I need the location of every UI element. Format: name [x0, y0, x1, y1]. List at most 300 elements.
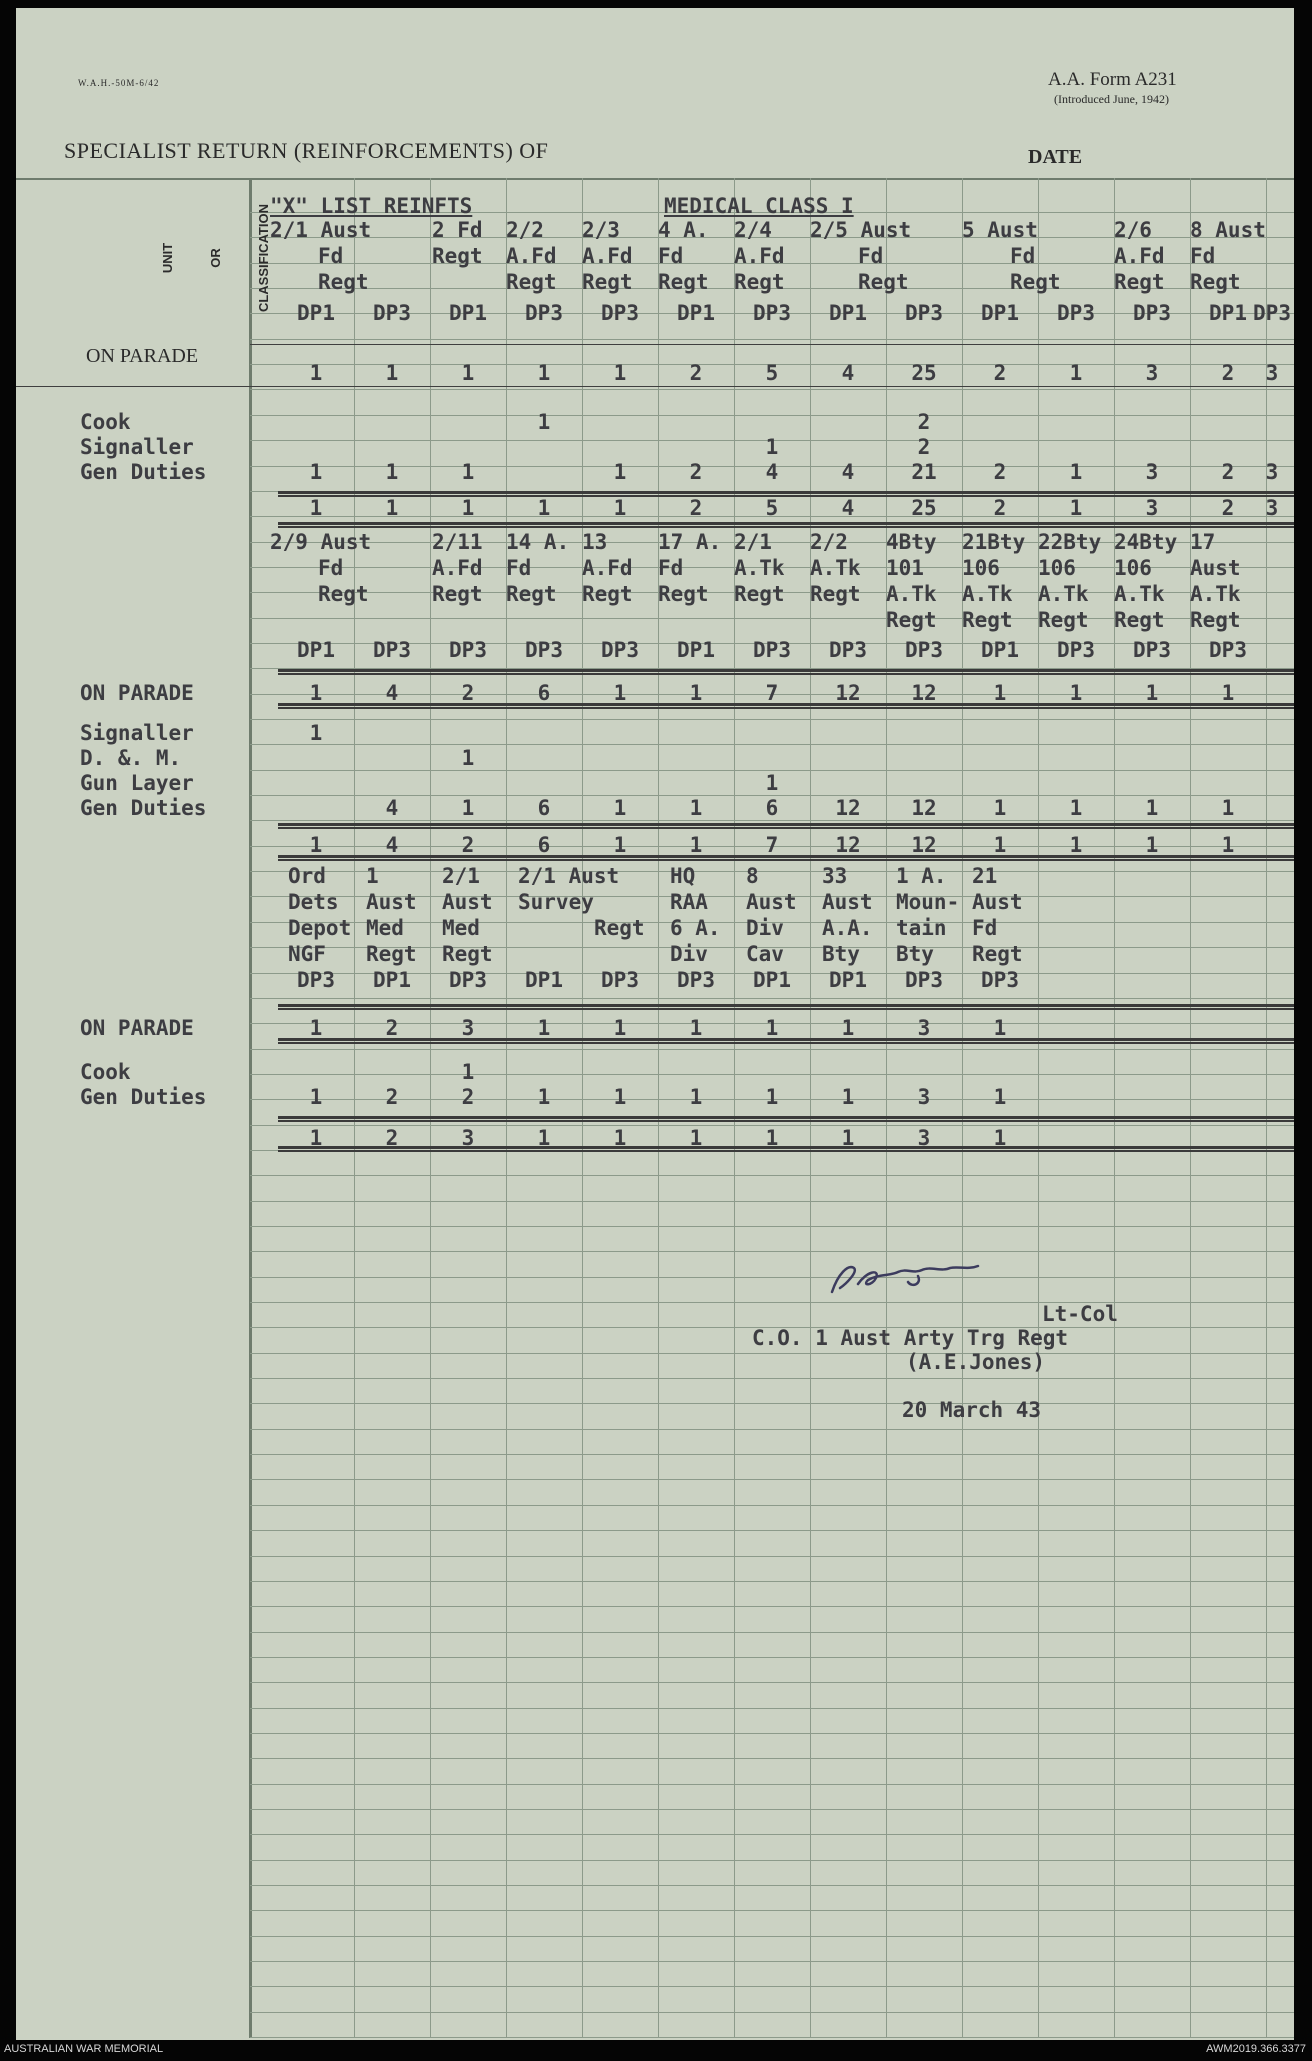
entry-signaller: 1 — [309, 721, 323, 745]
unit-heading: 106 — [962, 556, 1000, 580]
unit-heading: 22Bty — [1038, 530, 1102, 554]
unit-heading: Fd — [318, 244, 344, 268]
unit-heading: Med — [442, 916, 480, 940]
classification-label: Cook — [80, 410, 131, 434]
entry-gen-duties: 3 — [1265, 460, 1279, 484]
entry-total: 2 — [461, 833, 475, 857]
entry-on-parade: 1 — [841, 1016, 855, 1040]
unit-heading: 33 — [822, 864, 848, 888]
signatory-rank: Lt-Col — [1042, 1302, 1118, 1326]
unit-heading: Regt — [1114, 608, 1165, 632]
unit-heading: 2/11 — [432, 530, 483, 554]
grid-row-line — [250, 1606, 1294, 1607]
unit-heading: 2 Fd — [432, 218, 483, 242]
grid-row-line — [250, 1251, 1294, 1252]
grid-column-line — [1114, 178, 1115, 2038]
single-rule — [16, 386, 1294, 387]
entry-cook: 2 — [917, 410, 931, 434]
entry-dp: DP3 — [1209, 638, 1247, 662]
entry-dp: DP1 — [677, 301, 715, 325]
entry-dp: DP3 — [1133, 638, 1171, 662]
grid-row-line — [250, 1632, 1294, 1633]
entry-total: 2 — [993, 496, 1007, 520]
double-rule — [278, 522, 1294, 528]
entry-gen-duties: 12 — [911, 796, 937, 820]
entry-dp: DP3 — [1133, 301, 1171, 325]
double-rule — [278, 669, 1294, 675]
entry-gen-duties: 1 — [1221, 796, 1235, 820]
unit-heading: A.Tk — [1190, 582, 1241, 606]
x-list-heading: "X" LIST REINFTS — [270, 194, 473, 218]
grid-row-line — [250, 1530, 1294, 1531]
entry-total: 1 — [309, 833, 323, 857]
grid-row-line — [250, 1074, 1294, 1075]
entry-total: 1 — [765, 1126, 779, 1150]
entry-gen-duties: 1 — [385, 460, 399, 484]
entry-dp: DP3 — [905, 968, 943, 992]
entry-gen-duties: 6 — [765, 796, 779, 820]
or-label: OR — [208, 248, 223, 268]
entry-gen-duties: 2 — [689, 460, 703, 484]
unit-heading: 101 — [886, 556, 924, 580]
entry-total: 5 — [765, 496, 779, 520]
entry-on-parade: 4 — [385, 681, 399, 705]
unit-heading: Med — [366, 916, 404, 940]
double-rule — [278, 1004, 1294, 1010]
grid-row-line — [250, 1175, 1294, 1176]
unit-heading: Regt — [1114, 270, 1165, 294]
entry-dp: DP3 — [905, 301, 943, 325]
grid-row-line — [250, 871, 1294, 872]
entry-dp: DP3 — [601, 638, 639, 662]
entry-gen-duties: 4 — [765, 460, 779, 484]
entry-on-parade: 1 — [385, 361, 399, 385]
entry-on-parade: 1 — [765, 1016, 779, 1040]
grid-row-line — [250, 2012, 1294, 2013]
entry-dp: DP1 — [829, 301, 867, 325]
unit-heading: Aust — [442, 890, 493, 914]
classification-label: CLASSIFICATION — [256, 203, 271, 313]
unit-classification-label — [160, 193, 271, 323]
entry-on-parade: 2 — [385, 1016, 399, 1040]
entry-dm: 1 — [461, 746, 475, 770]
entry-total: 1 — [993, 1126, 1007, 1150]
unit-heading: Regt — [442, 942, 493, 966]
classification-label: Signaller — [80, 721, 194, 745]
unit-heading: Moun- — [896, 890, 960, 914]
grid-column-line — [810, 178, 811, 2038]
entry-on-parade: 1 — [1069, 681, 1083, 705]
entry-gun-layer: 1 — [765, 771, 779, 795]
entry-on-parade: 2 — [689, 361, 703, 385]
entry-on-parade: 1 — [993, 681, 1007, 705]
entry-on-parade: 3 — [1145, 361, 1159, 385]
entry-total: 3 — [917, 1126, 931, 1150]
entry-gen-duties: 4 — [841, 460, 855, 484]
signatory-title: C.O. 1 Aust Arty Trg Regt — [752, 1326, 1069, 1350]
grid-row-line — [250, 1302, 1294, 1303]
grid-column-line — [734, 178, 735, 2038]
entry-gen-duties: 12 — [835, 796, 861, 820]
unit-heading: 2/1 Aust — [270, 218, 372, 242]
grid-column-line — [1266, 178, 1267, 2038]
classification-label: Gen Duties — [80, 796, 207, 820]
unit-heading: Dets — [288, 890, 339, 914]
unit-heading: 8 Aust — [1190, 218, 1266, 242]
entry-on-parade: 1 — [461, 361, 475, 385]
unit-heading: Fd — [318, 556, 344, 580]
entry-on-parade: 1 — [689, 681, 703, 705]
unit-heading: 2/5 Aust — [810, 218, 912, 242]
entry-total: 3 — [1145, 496, 1159, 520]
grid-column-line — [430, 178, 431, 2038]
entry-gen-duties: 2 — [1221, 460, 1235, 484]
archive-reference: AWM2019.366.3377 — [1206, 2043, 1306, 2055]
unit-heading: 106 — [1038, 556, 1076, 580]
entry-total: 1 — [613, 496, 627, 520]
entry-gen-duties: 3 — [1145, 460, 1159, 484]
entry-dp: DP3 — [449, 968, 487, 992]
entry-dp: DP1 — [1209, 301, 1247, 325]
entry-gen-duties: 1 — [461, 460, 475, 484]
unit-heading: 1 — [366, 864, 379, 888]
grid-row-line — [250, 1226, 1294, 1227]
entry-dp: DP3 — [373, 301, 411, 325]
entry-gen-duties: 1 — [613, 1085, 627, 1109]
grid-column-line — [658, 178, 659, 2038]
entry-dp: DP3 — [677, 968, 715, 992]
entry-dp: DP3 — [601, 301, 639, 325]
date-label: DATE — [1028, 146, 1083, 168]
classification-label: Cook — [80, 1060, 131, 1084]
entry-dp: DP3 — [373, 638, 411, 662]
entry-dp: DP3 — [981, 968, 1019, 992]
unit-heading: A.Fd — [432, 556, 483, 580]
on-parade-label-2: ON PARADE — [80, 681, 194, 705]
unit-heading: A.Tk — [734, 556, 785, 580]
grid-row-line — [250, 744, 1294, 745]
unit-heading: A.Fd — [734, 244, 785, 268]
entry-total: 1 — [537, 1126, 551, 1150]
entry-dp: DP1 — [677, 638, 715, 662]
unit-heading: Regt — [1038, 608, 1089, 632]
unit-heading: 6 A. — [670, 916, 721, 940]
entry-on-parade: 2 — [1221, 361, 1235, 385]
grid-row-line — [250, 1834, 1294, 1835]
printer-code: W.A.H.-50M-6/42 — [78, 78, 160, 88]
unit-heading: 2/4 — [734, 218, 772, 242]
grid-row-line — [250, 1277, 1294, 1278]
entry-total: 3 — [1265, 496, 1279, 520]
classification-label: Signaller — [80, 435, 194, 459]
entry-dp: DP1 — [449, 301, 487, 325]
entry-total: 12 — [911, 833, 937, 857]
header-rule — [16, 178, 1294, 180]
entry-dp: DP3 — [297, 968, 335, 992]
unit-heading: Fd — [658, 556, 684, 580]
unit-heading: Regt — [318, 582, 369, 606]
unit-heading: Regt — [366, 942, 417, 966]
entry-total: 2 — [385, 1126, 399, 1150]
entry-on-parade: 2 — [993, 361, 1007, 385]
unit-heading: RAA — [670, 890, 708, 914]
entry-on-parade: 1 — [537, 361, 551, 385]
entry-gen-duties: 1 — [537, 1085, 551, 1109]
entry-total: 1 — [537, 496, 551, 520]
unit-heading: Regt — [432, 582, 483, 606]
unit-heading: Survey — [518, 890, 594, 914]
unit-heading: HQ — [670, 864, 696, 888]
entry-total: 3 — [461, 1126, 475, 1150]
entry-gen-duties: 21 — [911, 460, 937, 484]
entry-total: 1 — [309, 1126, 323, 1150]
unit-heading: A.Tk — [1038, 582, 1089, 606]
unit-heading: 5 Aust — [962, 218, 1038, 242]
grid-row-line — [250, 339, 1294, 340]
unit-heading: 2/3 — [582, 218, 620, 242]
entry-gen-duties: 1 — [993, 1085, 1007, 1109]
unit-heading: 21 — [972, 864, 998, 888]
grid-row-line — [250, 1479, 1294, 1480]
medical-class-heading: MEDICAL CLASS I — [664, 194, 854, 218]
unit-heading: Regt — [318, 270, 369, 294]
entry-on-parade: 12 — [911, 681, 937, 705]
grid-row-line — [250, 1860, 1294, 1861]
entry-on-parade: 1 — [1221, 681, 1235, 705]
grid-row-line — [250, 1049, 1294, 1050]
entry-signaller: 1 — [765, 435, 779, 459]
entry-gen-duties: 1 — [309, 460, 323, 484]
unit-heading: Ord — [288, 864, 326, 888]
entry-total: 1 — [1069, 496, 1083, 520]
entry-dp: DP1 — [753, 968, 791, 992]
unit-heading: 106 — [1114, 556, 1152, 580]
unit-heading: Fd — [858, 244, 884, 268]
unit-heading: 4Bty — [886, 530, 937, 554]
unit-heading: Regt — [734, 582, 785, 606]
entry-total: 1 — [613, 1126, 627, 1150]
entry-on-parade: 1 — [1145, 681, 1159, 705]
entry-dp: DP1 — [829, 968, 867, 992]
entry-gen-duties: 1 — [841, 1085, 855, 1109]
unit-heading: 2/6 — [1114, 218, 1152, 242]
entry-on-parade: 25 — [911, 361, 937, 385]
unit-heading: A.Fd — [582, 244, 633, 268]
grid-row-line — [250, 1758, 1294, 1759]
grid-row-line — [250, 1936, 1294, 1937]
unit-heading: Regt — [972, 942, 1023, 966]
grid-column-line — [506, 178, 507, 2038]
unit-label: UNIT — [160, 242, 175, 274]
entry-gen-duties: 1 — [613, 796, 627, 820]
signatory-name: (A.E.Jones) — [906, 1350, 1046, 1374]
classification-label: Gun Layer — [80, 771, 194, 795]
unit-heading: Fd — [1010, 244, 1036, 268]
entry-on-parade: 1 — [309, 361, 323, 385]
entry-total: 2 — [1221, 496, 1235, 520]
unit-heading: A.Tk — [962, 582, 1013, 606]
entry-dp: DP3 — [449, 638, 487, 662]
unit-heading: Regt — [658, 270, 709, 294]
entry-on-parade: 1 — [613, 361, 627, 385]
entry-on-parade: 3 — [917, 1016, 931, 1040]
unit-heading: 2/1 — [734, 530, 772, 554]
unit-heading: Regt — [582, 270, 633, 294]
grid-row-line — [250, 1201, 1294, 1202]
grid-row-line — [250, 1986, 1294, 1987]
entry-gen-duties: 4 — [385, 796, 399, 820]
classification-label: Gen Duties — [80, 460, 207, 484]
single-rule — [250, 344, 1294, 345]
entry-on-parade: 6 — [537, 681, 551, 705]
entry-dp: DP3 — [601, 968, 639, 992]
entry-total: 1 — [461, 496, 475, 520]
entry-on-parade: 1 — [309, 681, 323, 705]
unit-heading: 2/1 — [442, 864, 480, 888]
unit-heading: A.Tk — [810, 556, 861, 580]
unit-heading: Regt — [962, 608, 1013, 632]
unit-heading: Regt — [810, 582, 861, 606]
unit-heading: Regt — [1190, 270, 1241, 294]
entry-dp: DP1 — [373, 968, 411, 992]
entry-gen-duties: 6 — [537, 796, 551, 820]
entry-on-parade: 1 — [613, 681, 627, 705]
form-introduced: (Introduced June, 1942) — [1054, 92, 1169, 106]
entry-dp: DP3 — [1057, 638, 1095, 662]
unit-heading: Fd — [972, 916, 998, 940]
entry-dp: DP1 — [981, 301, 1019, 325]
unit-heading: Aust — [1190, 556, 1241, 580]
grid-column-line — [1038, 178, 1039, 2038]
unit-heading: 2/2 — [810, 530, 848, 554]
unit-heading: NGF — [288, 942, 326, 966]
entry-total: 12 — [835, 833, 861, 857]
entry-on-parade: 2 — [461, 681, 475, 705]
unit-heading: tain — [896, 916, 947, 940]
unit-heading: 2/9 Aust — [270, 530, 372, 554]
entry-dp: DP3 — [525, 638, 563, 662]
grid-row-line — [250, 1505, 1294, 1506]
unit-heading: Fd — [1190, 244, 1216, 268]
unit-heading: 2/1 Aust — [518, 864, 620, 888]
entry-on-parade: 1 — [309, 1016, 323, 1040]
grid-column-line — [354, 178, 355, 2038]
entry-gen-duties: 1 — [613, 460, 627, 484]
grid-row-line — [250, 1378, 1294, 1379]
entry-signaller: 2 — [917, 435, 931, 459]
classification-label: Gen Duties — [80, 1085, 207, 1109]
entry-on-parade: 1 — [537, 1016, 551, 1040]
signature-date: 20 March 43 — [902, 1398, 1042, 1422]
unit-heading: Bty — [822, 942, 860, 966]
unit-heading: Fd — [506, 556, 532, 580]
grid-row-line — [250, 719, 1294, 720]
grid-row-line — [250, 1454, 1294, 1455]
entry-total: 6 — [537, 833, 551, 857]
grid-row-line — [250, 998, 1294, 999]
on-parade-label-3: ON PARADE — [80, 1016, 194, 1040]
entry-on-parade: 3 — [461, 1016, 475, 1040]
unit-heading: A.Fd — [506, 244, 557, 268]
entry-total: 2 — [689, 496, 703, 520]
unit-heading: 13 — [582, 530, 608, 554]
unit-heading: Regt — [1010, 270, 1061, 294]
unit-heading: 21Bty — [962, 530, 1026, 554]
entry-dp: DP3 — [1057, 301, 1095, 325]
entry-on-parade: 3 — [1265, 361, 1279, 385]
grid-row-line — [250, 1353, 1294, 1354]
grid-row-line — [250, 1556, 1294, 1557]
entry-on-parade: 1 — [689, 1016, 703, 1040]
unit-heading: Aust — [746, 890, 797, 914]
entry-on-parade: 4 — [841, 361, 855, 385]
entry-dp: DP3 — [905, 638, 943, 662]
entry-dp: DP1 — [297, 638, 335, 662]
entry-gen-duties: 1 — [1069, 460, 1083, 484]
grid-row-line — [250, 1910, 1294, 1911]
entry-gen-duties: 1 — [993, 796, 1007, 820]
classification-label: D. &. M. — [80, 746, 182, 770]
entry-gen-duties: 1 — [689, 796, 703, 820]
entry-dp: DP3 — [753, 638, 791, 662]
grid-row-line — [250, 1733, 1294, 1734]
unit-heading: Regt — [506, 270, 557, 294]
entry-gen-duties: 1 — [309, 1085, 323, 1109]
unit-heading: Regt — [594, 916, 645, 940]
unit-heading: 4 A. — [658, 218, 709, 242]
entry-dp: DP3 — [829, 638, 867, 662]
unit-heading: 1 A. — [896, 864, 947, 888]
entry-total: 1 — [841, 1126, 855, 1150]
entry-on-parade: 7 — [765, 681, 779, 705]
grid-row-line — [250, 1961, 1294, 1962]
entry-gen-duties: 3 — [917, 1085, 931, 1109]
entry-gen-duties: 1 — [765, 1085, 779, 1109]
entry-on-parade: 12 — [835, 681, 861, 705]
unit-heading: Regt — [582, 582, 633, 606]
unit-heading: Div — [670, 942, 708, 966]
entry-total: 1 — [613, 833, 627, 857]
unit-heading: A.A. — [822, 916, 873, 940]
entry-on-parade: 1 — [613, 1016, 627, 1040]
entry-gen-duties: 1 — [1145, 796, 1159, 820]
unit-heading: 17 — [1190, 530, 1216, 554]
unit-heading: Regt — [432, 244, 483, 268]
entry-dp: DP3 — [1253, 301, 1291, 325]
grid-row-line — [250, 1885, 1294, 1886]
unit-heading: Aust — [972, 890, 1023, 914]
entry-total: 1 — [689, 833, 703, 857]
grid-row-line — [250, 820, 1294, 821]
entry-gen-duties: 2 — [385, 1085, 399, 1109]
unit-heading: 14 A. — [506, 530, 570, 554]
on-parade-label-1: ON PARADE — [86, 345, 199, 367]
entry-total: 1 — [385, 496, 399, 520]
entry-total: 1 — [1145, 833, 1159, 857]
grid-column-line — [1190, 178, 1191, 2038]
grid-row-line — [250, 415, 1294, 416]
grid-row-line — [250, 1403, 1294, 1404]
entry-total: 1 — [993, 833, 1007, 857]
unit-heading: A.Fd — [582, 556, 633, 580]
entry-dp: DP1 — [525, 968, 563, 992]
archive-name: AUSTRALIAN WAR MEMORIAL — [4, 2043, 164, 2055]
entry-total: 25 — [911, 496, 937, 520]
unit-heading: Regt — [506, 582, 557, 606]
entry-total: 1 — [1069, 833, 1083, 857]
entry-total: 4 — [385, 833, 399, 857]
entry-on-parade: 5 — [765, 361, 779, 385]
